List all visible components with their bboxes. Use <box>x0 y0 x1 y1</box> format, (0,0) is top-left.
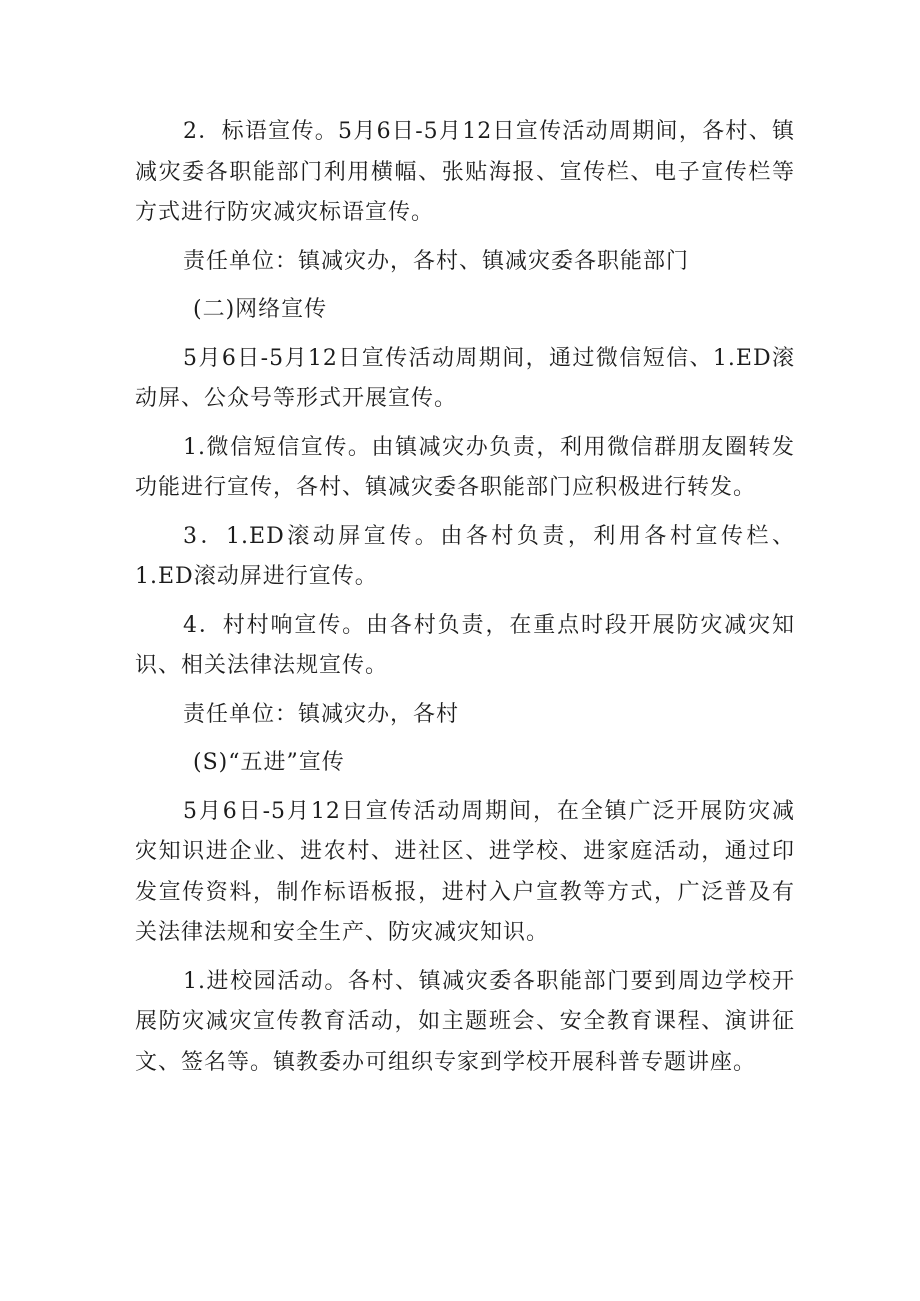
paragraph-responsible-unit-1: 责任单位：镇减灾办，各村、镇减灾委各职能部门 <box>183 248 690 274</box>
paragraph-five-into-intro: 5月6日-5月12日宣传活动周期间，在全镇广泛开展防灾减灾知识进企业、进农村、进社区、进学校、进家庭活动，通过印发宣传资料，制作标语板报，进村入户宣教等方式，广泛普及有关法律法规和安全生产、防灾减灾知识。 <box>135 798 795 945</box>
paragraph-campus-activity: 1.进校园活动。各村、镇减灾委各职能部门要到周边学校开展防灾减灾宣传教育活动，如主题班会、安全教育课程、演讲征文、签名等。镇教委办可组织专家到学校开展科普专题讲座。 <box>135 968 795 1075</box>
paragraph-network-intro: 5月6日-5月12日宣传活动周期间，通过微信短信、1.ED滚动屏、公众号等形式开展宣传。 <box>135 345 795 411</box>
section-heading-network: (二)网络宣传 <box>193 297 328 322</box>
document-body <box>135 112 795 1083</box>
paragraph-led-screen: 3．1.ED滚动屏宣传。由各村负责，利用各村宣传栏、1.ED滚动屏进行宣传。 <box>135 523 795 589</box>
paragraph-village-broadcast: 4．村村响宣传。由各村负责，在重点时段开展防灾减灾知识、相关法律法规宣传。 <box>135 612 795 678</box>
paragraph-wechat-sms: 1.微信短信宣传。由镇减灾办负责，利用微信群朋友圈转发功能进行宣传，各村、镇减灾委各职能部门应积极进行转发。 <box>135 434 795 500</box>
paragraph-slogan-publicity: 2．标语宣传。5月6日-5月12日宣传活动周期间，各村、镇减灾委各职能部门利用横幅、张贴海报、宣传栏、电子宣传栏等方式进行防灾减灾标语宣传。 <box>135 119 795 225</box>
paragraph-responsible-unit-2: 责任单位：镇减灾办，各村 <box>183 701 460 727</box>
section-heading-five-into: (S)“五进”宣传 <box>193 750 345 775</box>
